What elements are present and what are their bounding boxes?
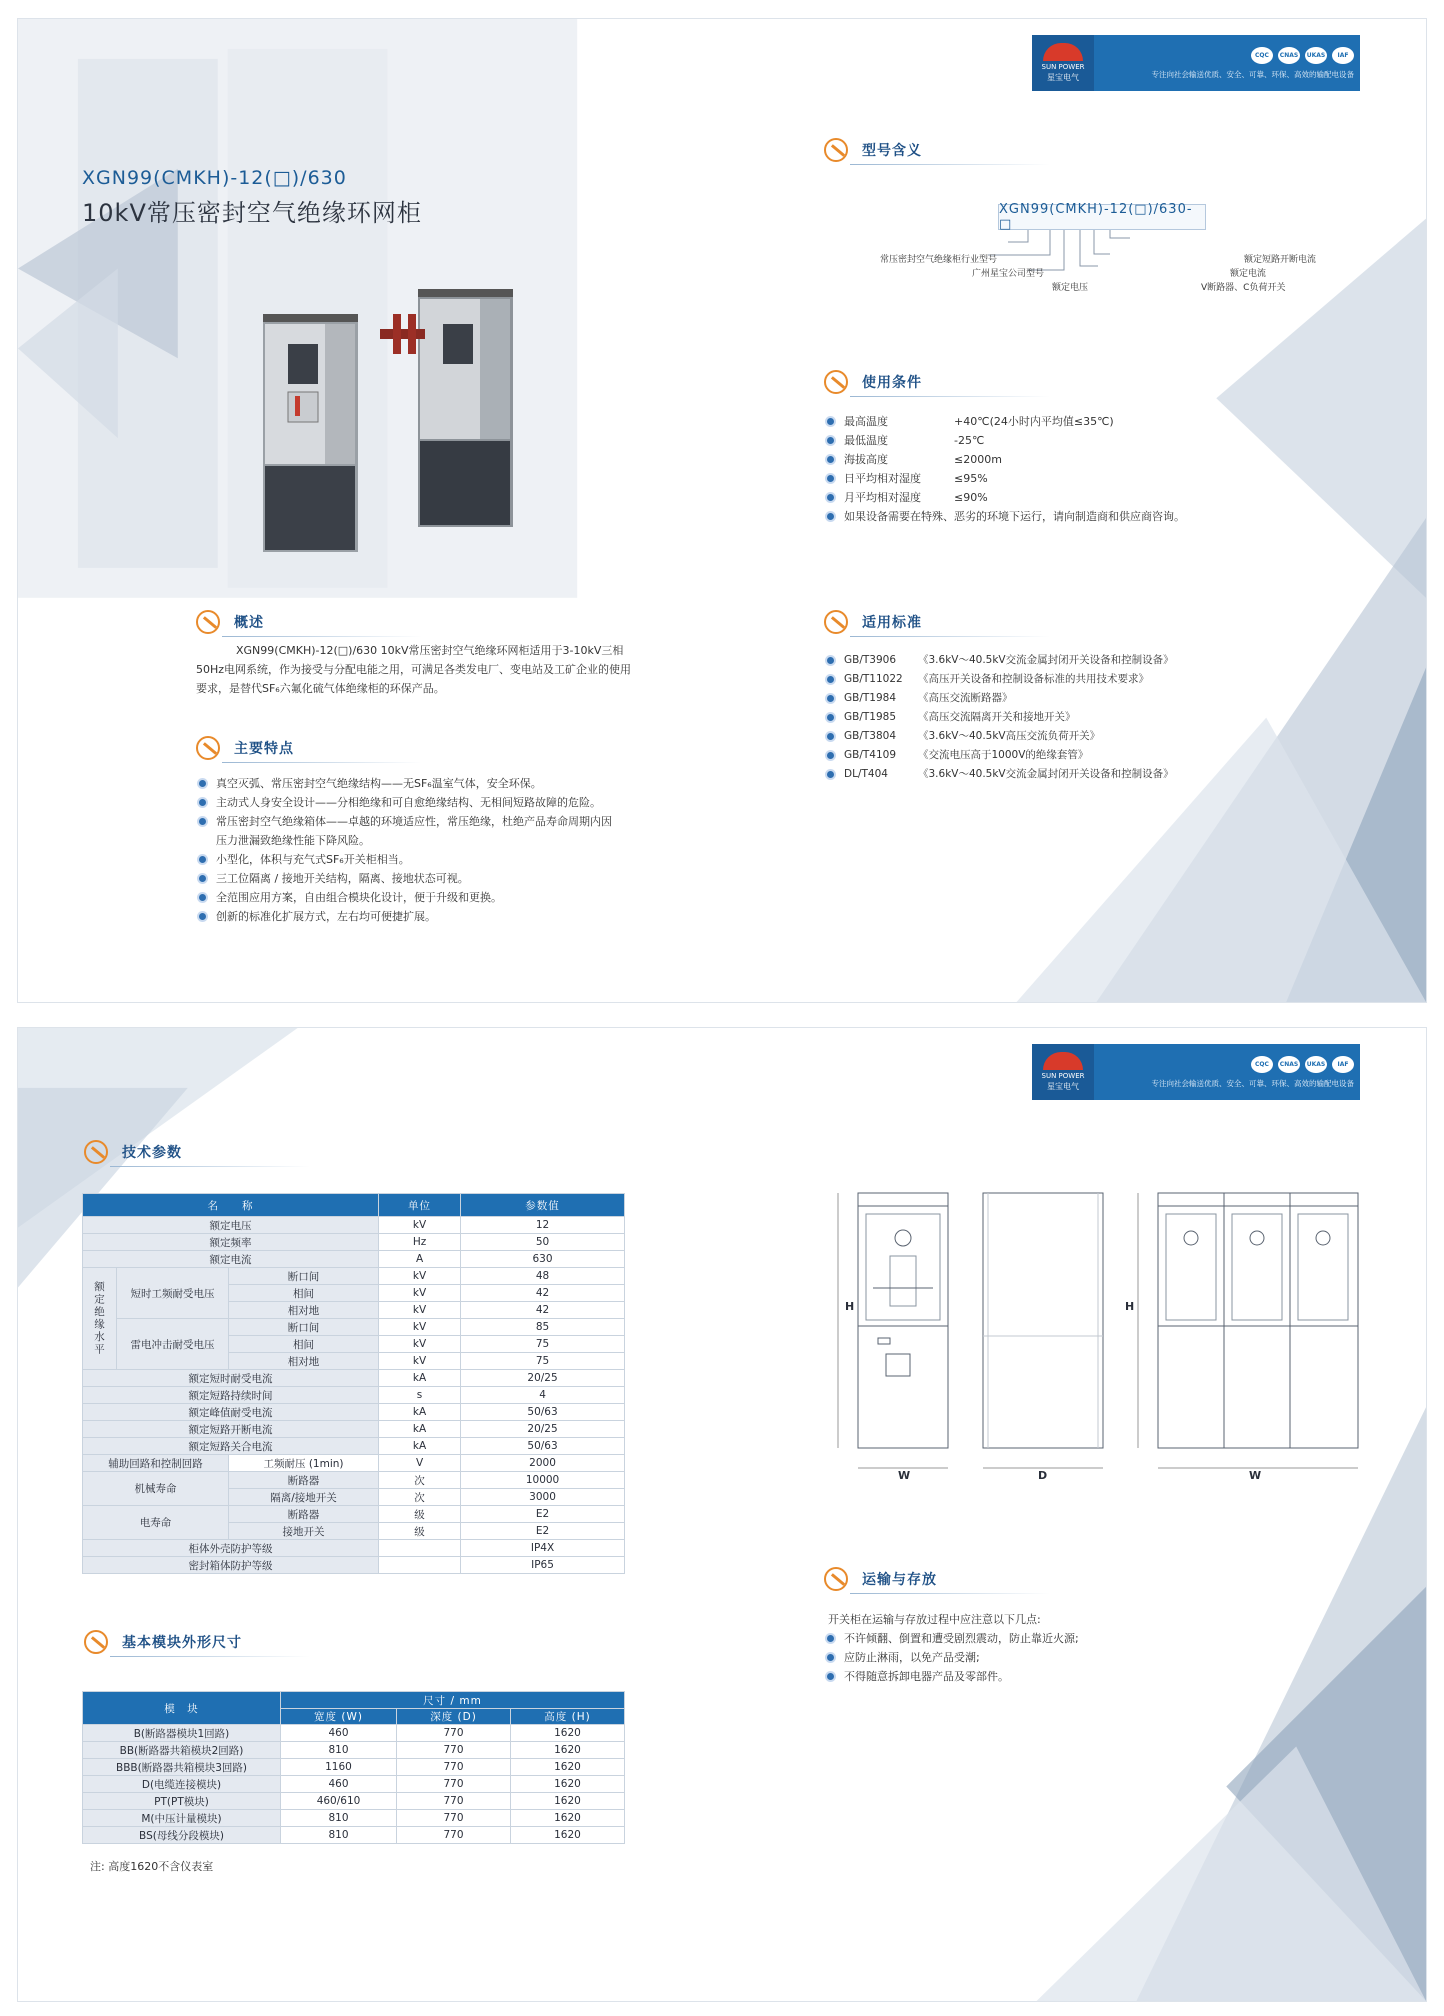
condition-item: 最高温度 +40℃(24小时内平均值≤35℃): [824, 412, 1264, 431]
product-photo: [243, 284, 563, 574]
model-label: 额定短路开断电流: [1244, 255, 1317, 265]
feature-item: 常压密封空气绝缘箱体——卓越的环境适应性，常压绝缘，杜绝产品寿命周期内因压力泄漏致绝缘性能下降风险。: [196, 812, 616, 850]
logo-cn-text: 星宝电气: [1047, 1082, 1079, 1091]
table-row: 额定绝缘水平 短时工频耐受电压 断口间 kV 48: [83, 1268, 625, 1285]
table-row: 额定频率 Hz 50: [83, 1234, 625, 1251]
condition-item: 海拔高度 ≤2000m: [824, 450, 1264, 469]
table-row: 额定电流 A 630: [83, 1251, 625, 1268]
transport-item: 应防止淋雨，以免产品受潮;: [824, 1648, 1244, 1667]
brand-header: [1032, 1044, 1360, 1100]
section-bullet-icon: [824, 370, 848, 394]
product-model-title: XGN99(CMKH)-12(□)/630: [82, 167, 347, 189]
cabinet-left-icon: [263, 314, 358, 552]
table-row: 密封箱体防护等级 IP65: [83, 1557, 625, 1574]
brand-header: [1032, 35, 1360, 91]
cert-icon: UKAS: [1305, 47, 1327, 64]
sun-logo-icon: [1043, 1052, 1083, 1070]
table-row: 额定短路持续时间 s 4: [83, 1387, 625, 1404]
logo-text: SUN POWER: [1041, 63, 1085, 71]
table-row: B(断路器模块1回路) 460 770 1620: [83, 1725, 625, 1742]
sun-logo-icon: [1043, 43, 1083, 61]
standard-item: GB/T1985 《高压交流隔离开关和接地开关》: [824, 708, 1264, 727]
feature-item: 全范围应用方案，自由组合模块化设计，便于升级和更换。: [196, 888, 616, 907]
dim-label-w: W: [898, 1469, 911, 1482]
cabinet-right-icon: [380, 289, 513, 527]
table-row: M(中压计量模块) 810 770 1620: [83, 1810, 625, 1827]
table-row: BB(断路器共箱模块2回路) 810 770 1620: [83, 1742, 625, 1759]
table-row: 额定短路关合电流 kA 50/63: [83, 1438, 625, 1455]
cert-badges: [1100, 1056, 1354, 1073]
dims-table: [82, 1691, 625, 1844]
model-label: 广州星宝公司型号: [972, 269, 1045, 279]
dims-heading: 基本模块外形尺寸: [84, 1629, 242, 1655]
slogan: 专注向社会输送优质、安全、可靠、环保、高效的输配电设备: [1151, 1078, 1354, 1088]
model-meaning-heading: 型号含义: [824, 137, 922, 163]
cabinet-drawings: [818, 1178, 1418, 1488]
transport-intro: 开关柜在运输与存放过程中应注意以下几点:: [828, 1613, 1041, 1626]
model-label: 额定电流: [1230, 269, 1267, 279]
model-label: 常压密封空气绝缘柜行业型号: [880, 255, 998, 265]
section-bullet-icon: [196, 736, 220, 760]
table-row: 相对地 kV 42: [83, 1302, 625, 1319]
section-bullet-icon: [824, 1567, 848, 1591]
overview-text: XGN99(CMKH)-12(□)/630 10kV常压密封空气绝缘环网柜适用于3-10kV三相50Hz电网系统，作为接受与分配电能之用，可满足各类发电厂、变电站及工矿企业的使用要求，是替代SF₆六氟化硫气体绝缘柜的环保产品。: [196, 644, 632, 695]
feature-item: 三工位隔离 / 接地开关结构，隔离、接地状态可视。: [196, 869, 616, 888]
cert-icon: CNAS: [1278, 47, 1300, 64]
table-row: 相间 kV 42: [83, 1285, 625, 1302]
dim-label-h: H: [845, 1300, 855, 1313]
table-row: 额定峰值耐受电流 kA 50/63: [83, 1404, 625, 1421]
dims-note: 注: 高度1620不含仪表室: [90, 1860, 214, 1873]
transport-heading: 运输与存放: [824, 1566, 937, 1592]
table-row: BS(母线分段模块) 810 770 1620: [83, 1827, 625, 1844]
transport-item: 不许倾翻、倒置和遭受剧烈震动，防止靠近火源;: [824, 1629, 1244, 1648]
table-header-row: 模 块 尺寸 / mm: [83, 1692, 625, 1709]
table-row: 相间 kV 75: [83, 1336, 625, 1353]
transport-list: [824, 1629, 1244, 1686]
dim-label-h: H: [1125, 1300, 1135, 1313]
table-row: 机械寿命 断路器 次 10000: [83, 1472, 625, 1489]
company-logo: [1032, 35, 1094, 91]
table-row: PT(PT模块) 460/610 770 1620: [83, 1793, 625, 1810]
table-row: 额定短时耐受电流 kA 20/25: [83, 1370, 625, 1387]
features-heading: 主要特点: [196, 735, 294, 761]
features-list: [196, 774, 616, 926]
dim-label-w: W: [1249, 1469, 1262, 1482]
section-bullet-icon: [824, 610, 848, 634]
feature-item: 小型化，体积与充气式SF₆开关柜相当。: [196, 850, 616, 869]
table-row: D(电缆连接模块) 460 770 1620: [83, 1776, 625, 1793]
standard-item: GB/T3804 《3.6kV～40.5kV高压交流负荷开关》: [824, 727, 1264, 746]
logo-cn-text: 星宝电气: [1047, 73, 1079, 82]
standards-heading: 适用标准: [824, 609, 922, 635]
table-row: BBB(断路器共箱模块3回路) 1160 770 1620: [83, 1759, 625, 1776]
feature-item: 主动式人身安全设计——分相绝缘和可自愈绝缘结构、无相间短路故障的危险。: [196, 793, 616, 812]
slogan: 专注向社会输送优质、安全、可靠、环保、高效的输配电设备: [1151, 69, 1354, 79]
table-row: 柜体外壳防护等级 IP4X: [83, 1540, 625, 1557]
table-row: 额定短路开断电流 kA 20/25: [83, 1421, 625, 1438]
cert-icon: UKAS: [1305, 1056, 1327, 1073]
dim-label-d: D: [1038, 1469, 1048, 1482]
standards-list: [824, 651, 1264, 784]
standard-item: GB/T4109 《交流电压高于1000V的绝缘套管》: [824, 746, 1264, 765]
section-bullet-icon: [84, 1630, 108, 1654]
cert-icon: CNAS: [1278, 1056, 1300, 1073]
brochure-page-1: [17, 18, 1427, 1003]
cert-icon: IAF: [1332, 1056, 1354, 1073]
section-bullet-icon: [84, 1140, 108, 1164]
feature-item: 创新的标准化扩展方式，左右均可便捷扩展。: [196, 907, 616, 926]
standard-item: GB/T1984 《高压交流断路器》: [824, 689, 1264, 708]
transport-item: 不得随意拆卸电器产品及零部件。: [824, 1667, 1244, 1686]
cert-icon: CQC: [1251, 47, 1273, 64]
table-row: 额定电压 kV 12: [83, 1217, 625, 1234]
standard-item: GB/T3906 《3.6kV～40.5kV交流金属封闭开关设备和控制设备》: [824, 651, 1264, 670]
brochure-page-2: [17, 1027, 1427, 2002]
conditions-list: [824, 412, 1264, 526]
table-row: 相对地 kV 75: [83, 1353, 625, 1370]
table-header-row: 宽度 (W) 深度 (D) 高度 (H): [83, 1709, 625, 1725]
table-row: 雷电冲击耐受电压 断口间 kV 85: [83, 1319, 625, 1336]
table-row: 电寿命 断路器 级 E2: [83, 1506, 625, 1523]
standard-item: GB/T11022 《高压开关设备和控制设备标准的共用技术要求》: [824, 670, 1264, 689]
model-code: XGN99(CMKH)-12(□)/630-□: [998, 204, 1206, 230]
logo-text: SUN POWER: [1041, 1072, 1085, 1080]
table-row: 辅助回路和控制回路 工频耐压 (1min) V 2000: [83, 1455, 625, 1472]
overview-heading: 概述: [196, 609, 264, 635]
section-bullet-icon: [196, 610, 220, 634]
cert-icon: CQC: [1251, 1056, 1273, 1073]
condition-item: 月平均相对湿度 ≤90%: [824, 488, 1264, 507]
model-label: V断路器、C负荷开关: [1201, 283, 1286, 293]
condition-extra: 如果设备需要在特殊、恶劣的环境下运行，请向制造商和供应商咨询。: [824, 507, 1264, 526]
tech-params-heading: 技术参数: [84, 1139, 182, 1165]
cert-icon: IAF: [1332, 47, 1354, 64]
table-header-row: 名 称 单位 参数值: [83, 1194, 625, 1217]
feature-item: 真空灭弧、常压密封空气绝缘结构——无SF₆温室气体，安全环保。: [196, 774, 616, 793]
cert-badges: [1100, 47, 1354, 64]
conditions-heading: 使用条件: [824, 369, 922, 395]
condition-item: 最低温度 -25℃: [824, 431, 1264, 450]
product-name-title: 10kV常压密封空气绝缘环网柜: [82, 199, 422, 227]
company-logo: [1032, 1044, 1094, 1100]
standard-item: DL/T404 《3.6kV～40.5kV交流金属封闭开关设备和控制设备》: [824, 765, 1264, 784]
condition-item: 日平均相对湿度 ≤95%: [824, 469, 1264, 488]
table-row: 接地开关 级 E2: [83, 1523, 625, 1540]
tech-params-table: [82, 1193, 625, 1574]
section-bullet-icon: [824, 138, 848, 162]
model-label: 额定电压: [1052, 283, 1089, 293]
table-row: 隔离/接地开关 次 3000: [83, 1489, 625, 1506]
